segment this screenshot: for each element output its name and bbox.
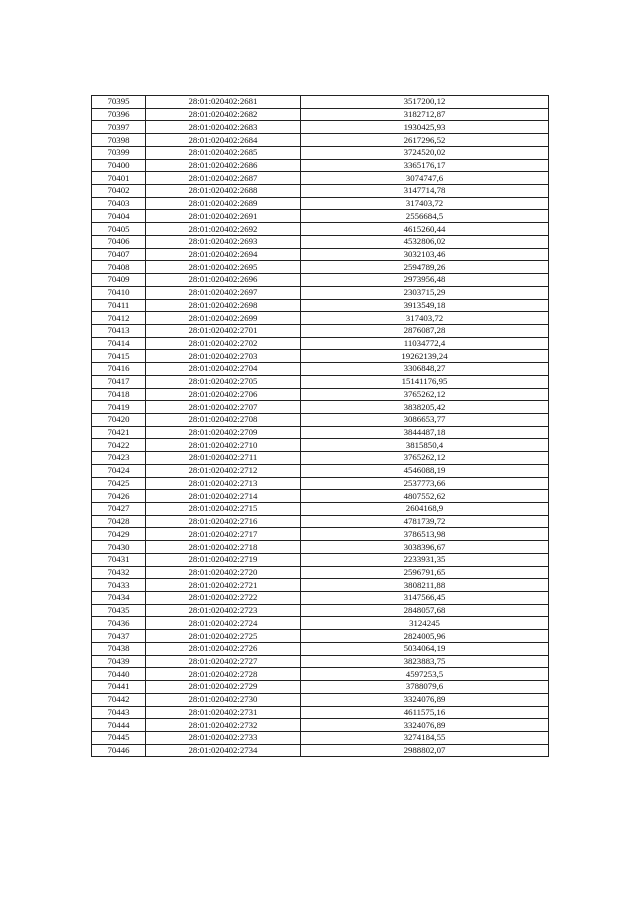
row-number-cell: 70420	[92, 413, 146, 426]
cadastral-number-cell: 28:01:020402:2706	[146, 388, 301, 401]
cadastral-number-cell: 28:01:020402:2728	[146, 668, 301, 681]
table-row	[92, 223, 549, 236]
table-row	[92, 96, 549, 109]
cadastral-number-cell: 28:01:020402:2693	[146, 235, 301, 248]
table-row	[92, 553, 549, 566]
row-number-cell: 70414	[92, 337, 146, 350]
row-number-cell: 70413	[92, 324, 146, 337]
cadastral-number-cell: 28:01:020402:2722	[146, 592, 301, 605]
row-number-cell: 70427	[92, 503, 146, 516]
row-number-cell: 70439	[92, 655, 146, 668]
row-number-cell: 70410	[92, 286, 146, 299]
value-cell: 2594789,26	[301, 261, 549, 274]
value-cell: 3808211,88	[301, 579, 549, 592]
cadastral-number-cell: 28:01:020402:2707	[146, 401, 301, 414]
value-cell: 3517200,12	[301, 96, 549, 109]
table-body	[92, 96, 549, 757]
table-row	[92, 490, 549, 503]
cadastral-number-cell: 28:01:020402:2724	[146, 617, 301, 630]
value-cell: 3032103,46	[301, 248, 549, 261]
table-row	[92, 693, 549, 706]
row-number-cell: 70443	[92, 706, 146, 719]
row-number-cell: 70423	[92, 452, 146, 465]
value-cell: 3765262,12	[301, 452, 549, 465]
table-row	[92, 642, 549, 655]
row-number-cell: 70444	[92, 719, 146, 732]
table-row	[92, 744, 549, 757]
row-number-cell: 70428	[92, 515, 146, 528]
table-row	[92, 731, 549, 744]
cadastral-number-cell: 28:01:020402:2709	[146, 426, 301, 439]
row-number-cell: 70435	[92, 604, 146, 617]
row-number-cell: 70407	[92, 248, 146, 261]
value-cell: 3147566,45	[301, 592, 549, 605]
row-number-cell: 70400	[92, 159, 146, 172]
cadastral-number-cell: 28:01:020402:2689	[146, 197, 301, 210]
row-number-cell: 70408	[92, 261, 146, 274]
table-row	[92, 146, 549, 159]
table-row	[92, 706, 549, 719]
row-number-cell: 70402	[92, 185, 146, 198]
table-row	[92, 439, 549, 452]
row-number-cell: 70442	[92, 693, 146, 706]
row-number-cell: 70404	[92, 210, 146, 223]
row-number-cell: 70446	[92, 744, 146, 757]
row-number-cell: 70426	[92, 490, 146, 503]
value-cell: 317403,72	[301, 312, 549, 325]
value-cell: 2876087,28	[301, 324, 549, 337]
value-cell: 2233931,35	[301, 553, 549, 566]
value-cell: 3274184,55	[301, 731, 549, 744]
cadastral-number-cell: 28:01:020402:2699	[146, 312, 301, 325]
table-row	[92, 668, 549, 681]
table-row	[92, 286, 549, 299]
cadastral-number-cell: 28:01:020402:2708	[146, 413, 301, 426]
value-cell: 3124245	[301, 617, 549, 630]
cadastral-number-cell: 28:01:020402:2701	[146, 324, 301, 337]
row-number-cell: 70421	[92, 426, 146, 439]
cadastral-number-cell: 28:01:020402:2718	[146, 541, 301, 554]
table-row	[92, 324, 549, 337]
cadastral-number-cell: 28:01:020402:2710	[146, 439, 301, 452]
table-row	[92, 592, 549, 605]
table-row	[92, 401, 549, 414]
row-number-cell: 70406	[92, 235, 146, 248]
table-row	[92, 426, 549, 439]
value-cell: 3844487,18	[301, 426, 549, 439]
value-cell: 2988802,07	[301, 744, 549, 757]
row-number-cell: 70430	[92, 541, 146, 554]
table-row	[92, 617, 549, 630]
table-row	[92, 134, 549, 147]
value-cell: 3788079,6	[301, 681, 549, 694]
table-row	[92, 159, 549, 172]
value-cell: 4611575,16	[301, 706, 549, 719]
value-cell: 2556684,5	[301, 210, 549, 223]
row-number-cell: 70433	[92, 579, 146, 592]
row-number-cell: 70425	[92, 477, 146, 490]
row-number-cell: 70424	[92, 464, 146, 477]
table-row	[92, 655, 549, 668]
table-row	[92, 108, 549, 121]
cadastral-number-cell: 28:01:020402:2703	[146, 350, 301, 363]
cadastral-number-cell: 28:01:020402:2733	[146, 731, 301, 744]
value-cell: 3324076,89	[301, 719, 549, 732]
table-row	[92, 121, 549, 134]
value-cell: 4546088,19	[301, 464, 549, 477]
table-row	[92, 388, 549, 401]
cadastral-number-cell: 28:01:020402:2729	[146, 681, 301, 694]
cadastral-number-cell: 28:01:020402:2687	[146, 172, 301, 185]
cadastral-number-cell: 28:01:020402:2723	[146, 604, 301, 617]
row-number-cell: 70440	[92, 668, 146, 681]
table-row	[92, 172, 549, 185]
value-cell: 4615260,44	[301, 223, 549, 236]
row-number-cell: 70422	[92, 439, 146, 452]
row-number-cell: 70445	[92, 731, 146, 744]
cadastral-number-cell: 28:01:020402:2713	[146, 477, 301, 490]
value-cell: 3324076,89	[301, 693, 549, 706]
row-number-cell: 70396	[92, 108, 146, 121]
value-cell: 3074747,6	[301, 172, 549, 185]
row-number-cell: 70401	[92, 172, 146, 185]
cadastral-number-cell: 28:01:020402:2696	[146, 274, 301, 287]
row-number-cell: 70416	[92, 363, 146, 376]
table-row	[92, 566, 549, 579]
table-row	[92, 579, 549, 592]
table-row	[92, 528, 549, 541]
row-number-cell: 70438	[92, 642, 146, 655]
row-number-cell: 70412	[92, 312, 146, 325]
value-cell: 19262139,24	[301, 350, 549, 363]
cadastral-number-cell: 28:01:020402:2698	[146, 299, 301, 312]
value-cell: 3365176,17	[301, 159, 549, 172]
row-number-cell: 70395	[92, 96, 146, 109]
cadastral-number-cell: 28:01:020402:2720	[146, 566, 301, 579]
value-cell: 3913549,18	[301, 299, 549, 312]
row-number-cell: 70437	[92, 630, 146, 643]
table-row	[92, 312, 549, 325]
table-row	[92, 375, 549, 388]
cadastral-number-cell: 28:01:020402:2732	[146, 719, 301, 732]
row-number-cell: 70429	[92, 528, 146, 541]
cadastral-number-cell: 28:01:020402:2734	[146, 744, 301, 757]
cadastral-number-cell: 28:01:020402:2692	[146, 223, 301, 236]
value-cell: 2617296,52	[301, 134, 549, 147]
value-cell: 4781739,72	[301, 515, 549, 528]
row-number-cell: 70431	[92, 553, 146, 566]
value-cell: 1930425,93	[301, 121, 549, 134]
cadastral-number-cell: 28:01:020402:2725	[146, 630, 301, 643]
value-cell: 3306848,27	[301, 363, 549, 376]
value-cell: 4807552,62	[301, 490, 549, 503]
row-number-cell: 70405	[92, 223, 146, 236]
table-row	[92, 477, 549, 490]
cadastral-number-cell: 28:01:020402:2715	[146, 503, 301, 516]
table-row	[92, 503, 549, 516]
table-row	[92, 515, 549, 528]
cadastral-number-cell: 28:01:020402:2697	[146, 286, 301, 299]
cadastral-number-cell: 28:01:020402:2704	[146, 363, 301, 376]
row-number-cell: 70411	[92, 299, 146, 312]
cadastral-number-cell: 28:01:020402:2681	[146, 96, 301, 109]
value-cell: 3838205,42	[301, 401, 549, 414]
table-row	[92, 248, 549, 261]
cadastral-number-cell: 28:01:020402:2727	[146, 655, 301, 668]
table-row	[92, 541, 549, 554]
row-number-cell: 70417	[92, 375, 146, 388]
table-row	[92, 299, 549, 312]
cadastral-number-cell: 28:01:020402:2712	[146, 464, 301, 477]
cadastral-number-cell: 28:01:020402:2726	[146, 642, 301, 655]
cadastral-number-cell: 28:01:020402:2719	[146, 553, 301, 566]
value-cell: 317403,72	[301, 197, 549, 210]
row-number-cell: 70434	[92, 592, 146, 605]
row-number-cell: 70403	[92, 197, 146, 210]
cadastral-number-cell: 28:01:020402:2705	[146, 375, 301, 388]
value-cell: 2848057,68	[301, 604, 549, 617]
cadastral-value-table	[91, 95, 549, 757]
row-number-cell: 70436	[92, 617, 146, 630]
value-cell: 3086653,77	[301, 413, 549, 426]
value-cell: 3182712,87	[301, 108, 549, 121]
row-number-cell: 70409	[92, 274, 146, 287]
cadastral-number-cell: 28:01:020402:2694	[146, 248, 301, 261]
value-cell: 2303715,29	[301, 286, 549, 299]
value-cell: 5034064,19	[301, 642, 549, 655]
table-row	[92, 235, 549, 248]
cadastral-number-cell: 28:01:020402:2686	[146, 159, 301, 172]
table-row	[92, 185, 549, 198]
value-cell: 2824005,96	[301, 630, 549, 643]
table-row	[92, 210, 549, 223]
table-row	[92, 464, 549, 477]
cadastral-number-cell: 28:01:020402:2683	[146, 121, 301, 134]
row-number-cell: 70419	[92, 401, 146, 414]
value-cell: 3815850,4	[301, 439, 549, 452]
value-cell: 3147714,78	[301, 185, 549, 198]
table-row	[92, 604, 549, 617]
cadastral-number-cell: 28:01:020402:2730	[146, 693, 301, 706]
value-cell: 3038396,67	[301, 541, 549, 554]
table-row	[92, 630, 549, 643]
cadastral-number-cell: 28:01:020402:2714	[146, 490, 301, 503]
value-cell: 2973956,48	[301, 274, 549, 287]
table-row	[92, 350, 549, 363]
cadastral-number-cell: 28:01:020402:2721	[146, 579, 301, 592]
table-row	[92, 413, 549, 426]
value-cell: 4597253,5	[301, 668, 549, 681]
value-cell: 3724520,02	[301, 146, 549, 159]
cadastral-number-cell: 28:01:020402:2702	[146, 337, 301, 350]
cadastral-number-cell: 28:01:020402:2684	[146, 134, 301, 147]
value-cell: 3823883,75	[301, 655, 549, 668]
value-cell: 3765262,12	[301, 388, 549, 401]
row-number-cell: 70418	[92, 388, 146, 401]
cadastral-number-cell: 28:01:020402:2717	[146, 528, 301, 541]
cadastral-number-cell: 28:01:020402:2695	[146, 261, 301, 274]
value-cell: 11034772,4	[301, 337, 549, 350]
table-row	[92, 719, 549, 732]
cadastral-number-cell: 28:01:020402:2691	[146, 210, 301, 223]
value-cell: 3786513,98	[301, 528, 549, 541]
value-cell: 15141176,95	[301, 375, 549, 388]
table-row	[92, 452, 549, 465]
row-number-cell: 70399	[92, 146, 146, 159]
table-row	[92, 261, 549, 274]
row-number-cell: 70415	[92, 350, 146, 363]
value-cell: 2537773,66	[301, 477, 549, 490]
value-cell: 4532806,02	[301, 235, 549, 248]
table-row	[92, 274, 549, 287]
cadastral-number-cell: 28:01:020402:2682	[146, 108, 301, 121]
table-row	[92, 681, 549, 694]
row-number-cell: 70398	[92, 134, 146, 147]
row-number-cell: 70397	[92, 121, 146, 134]
table-row	[92, 363, 549, 376]
row-number-cell: 70441	[92, 681, 146, 694]
cadastral-number-cell: 28:01:020402:2711	[146, 452, 301, 465]
cadastral-number-cell: 28:01:020402:2731	[146, 706, 301, 719]
row-number-cell: 70432	[92, 566, 146, 579]
cadastral-number-cell: 28:01:020402:2688	[146, 185, 301, 198]
value-cell: 2596791,65	[301, 566, 549, 579]
value-cell: 2604168,9	[301, 503, 549, 516]
table-row	[92, 197, 549, 210]
cadastral-number-cell: 28:01:020402:2716	[146, 515, 301, 528]
table-row	[92, 337, 549, 350]
cadastral-number-cell: 28:01:020402:2685	[146, 146, 301, 159]
